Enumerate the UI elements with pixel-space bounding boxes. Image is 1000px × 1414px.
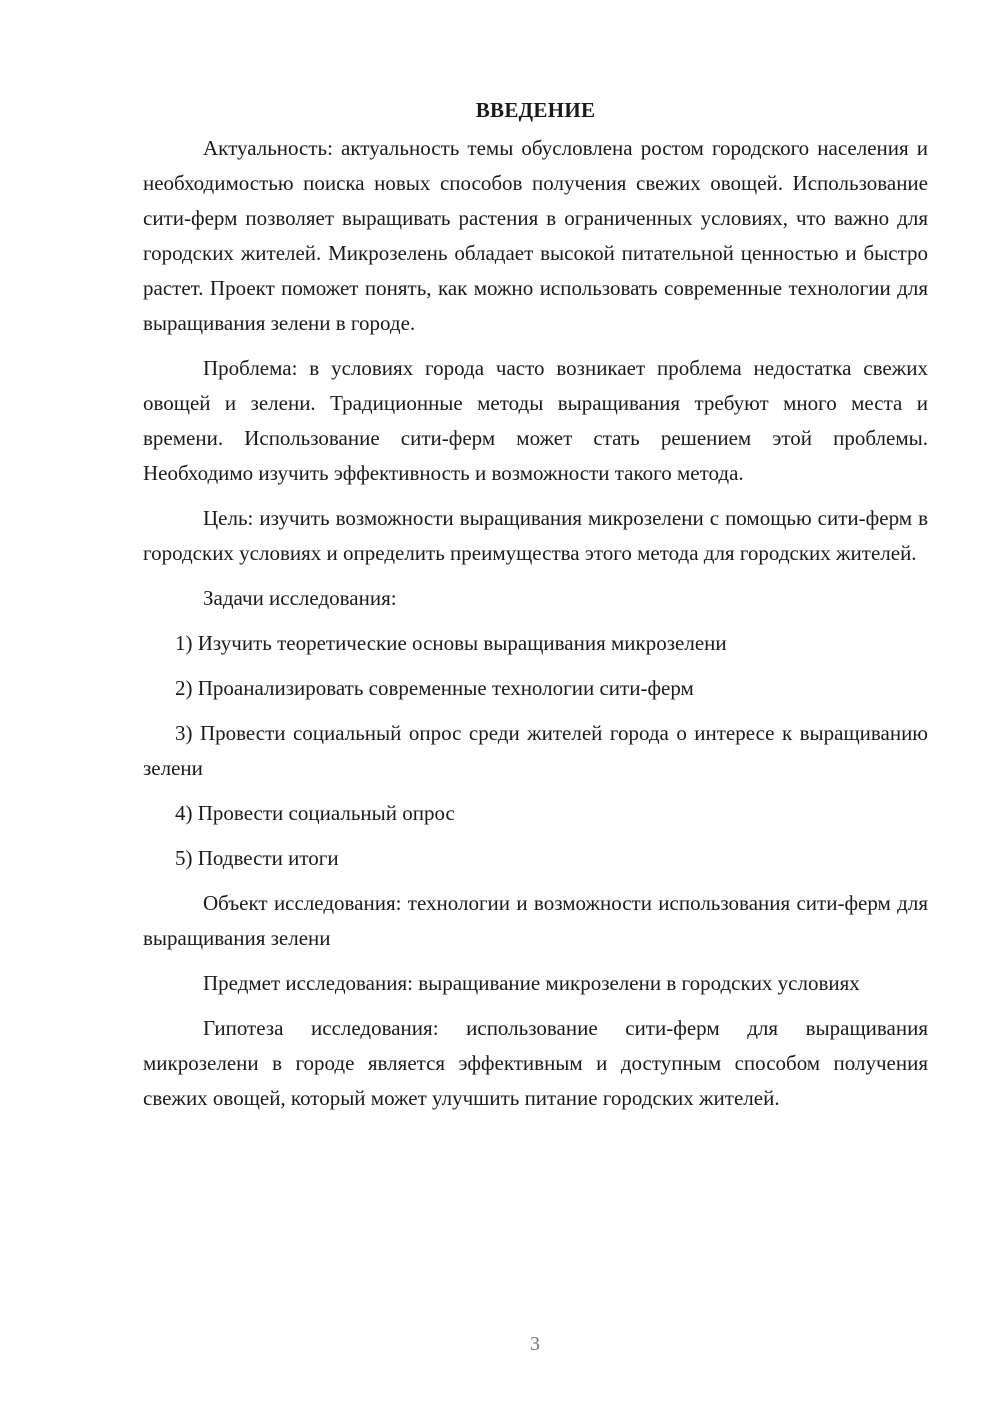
paragraph-hypothesis: Гипотеза исследования: использование сити-ферм для выращивания микрозелени в городе является эффективным и доступным способом получения свежих овощей, который может улучшить питание городских жителей.	[143, 1016, 928, 1110]
paragraph-subject: Предмет исследования: выращивание микрозелени в городских условиях	[203, 971, 860, 995]
list-item: 3) Провести социальный опрос среди жителей города о интересе к выращиванию зелени	[143, 721, 928, 780]
document-page	[143, 93, 928, 1126]
paragraph-goal: Цель: изучить возможности выращивания микрозелени с помощью сити-ферм в городских условиях и определить преимущества этого метода для городских жителей.	[143, 506, 928, 565]
paragraph-object: Объект исследования: технологии и возможности использования сити-ферм для выращивания зелени	[143, 891, 928, 950]
tasks-list	[143, 626, 928, 876]
list-item: 4) Провести социальный опрос	[175, 801, 455, 825]
paragraph-relevance: Актуальность: актуальность темы обусловлена ростом городского населения и необходимостью поиска новых способов получения свежих овощей. Использование сити-ферм позволяет выращивать растения в ограниченных условиях, что важно для городских жителей. Микрозелень обладает высокой питательной ценностью и быстро растет. Проект поможет понять, как можно использовать современные технологии для выращивания зелени в городе.	[143, 136, 928, 335]
list-item: 2) Проанализировать современные технологии сити-ферм	[175, 676, 694, 700]
paragraph-problem: Проблема: в условиях города часто возникает проблема недостатка свежих овощей и зелени. Традиционные методы выращивания требуют много места и времени. Использование сити-ферм может стать решением этой проблемы. Необходимо изучить эффективность и возможности такого метода.	[143, 356, 928, 485]
page-title: ВВЕДЕНИЕ	[475, 98, 596, 122]
list-item: 5) Подвести итоги	[175, 846, 339, 870]
list-item: 1) Изучить теоретические основы выращивания микрозелени	[175, 631, 727, 655]
paragraph-tasks-intro: Задачи исследования:	[203, 586, 397, 610]
page-number: 3	[530, 1333, 540, 1355]
